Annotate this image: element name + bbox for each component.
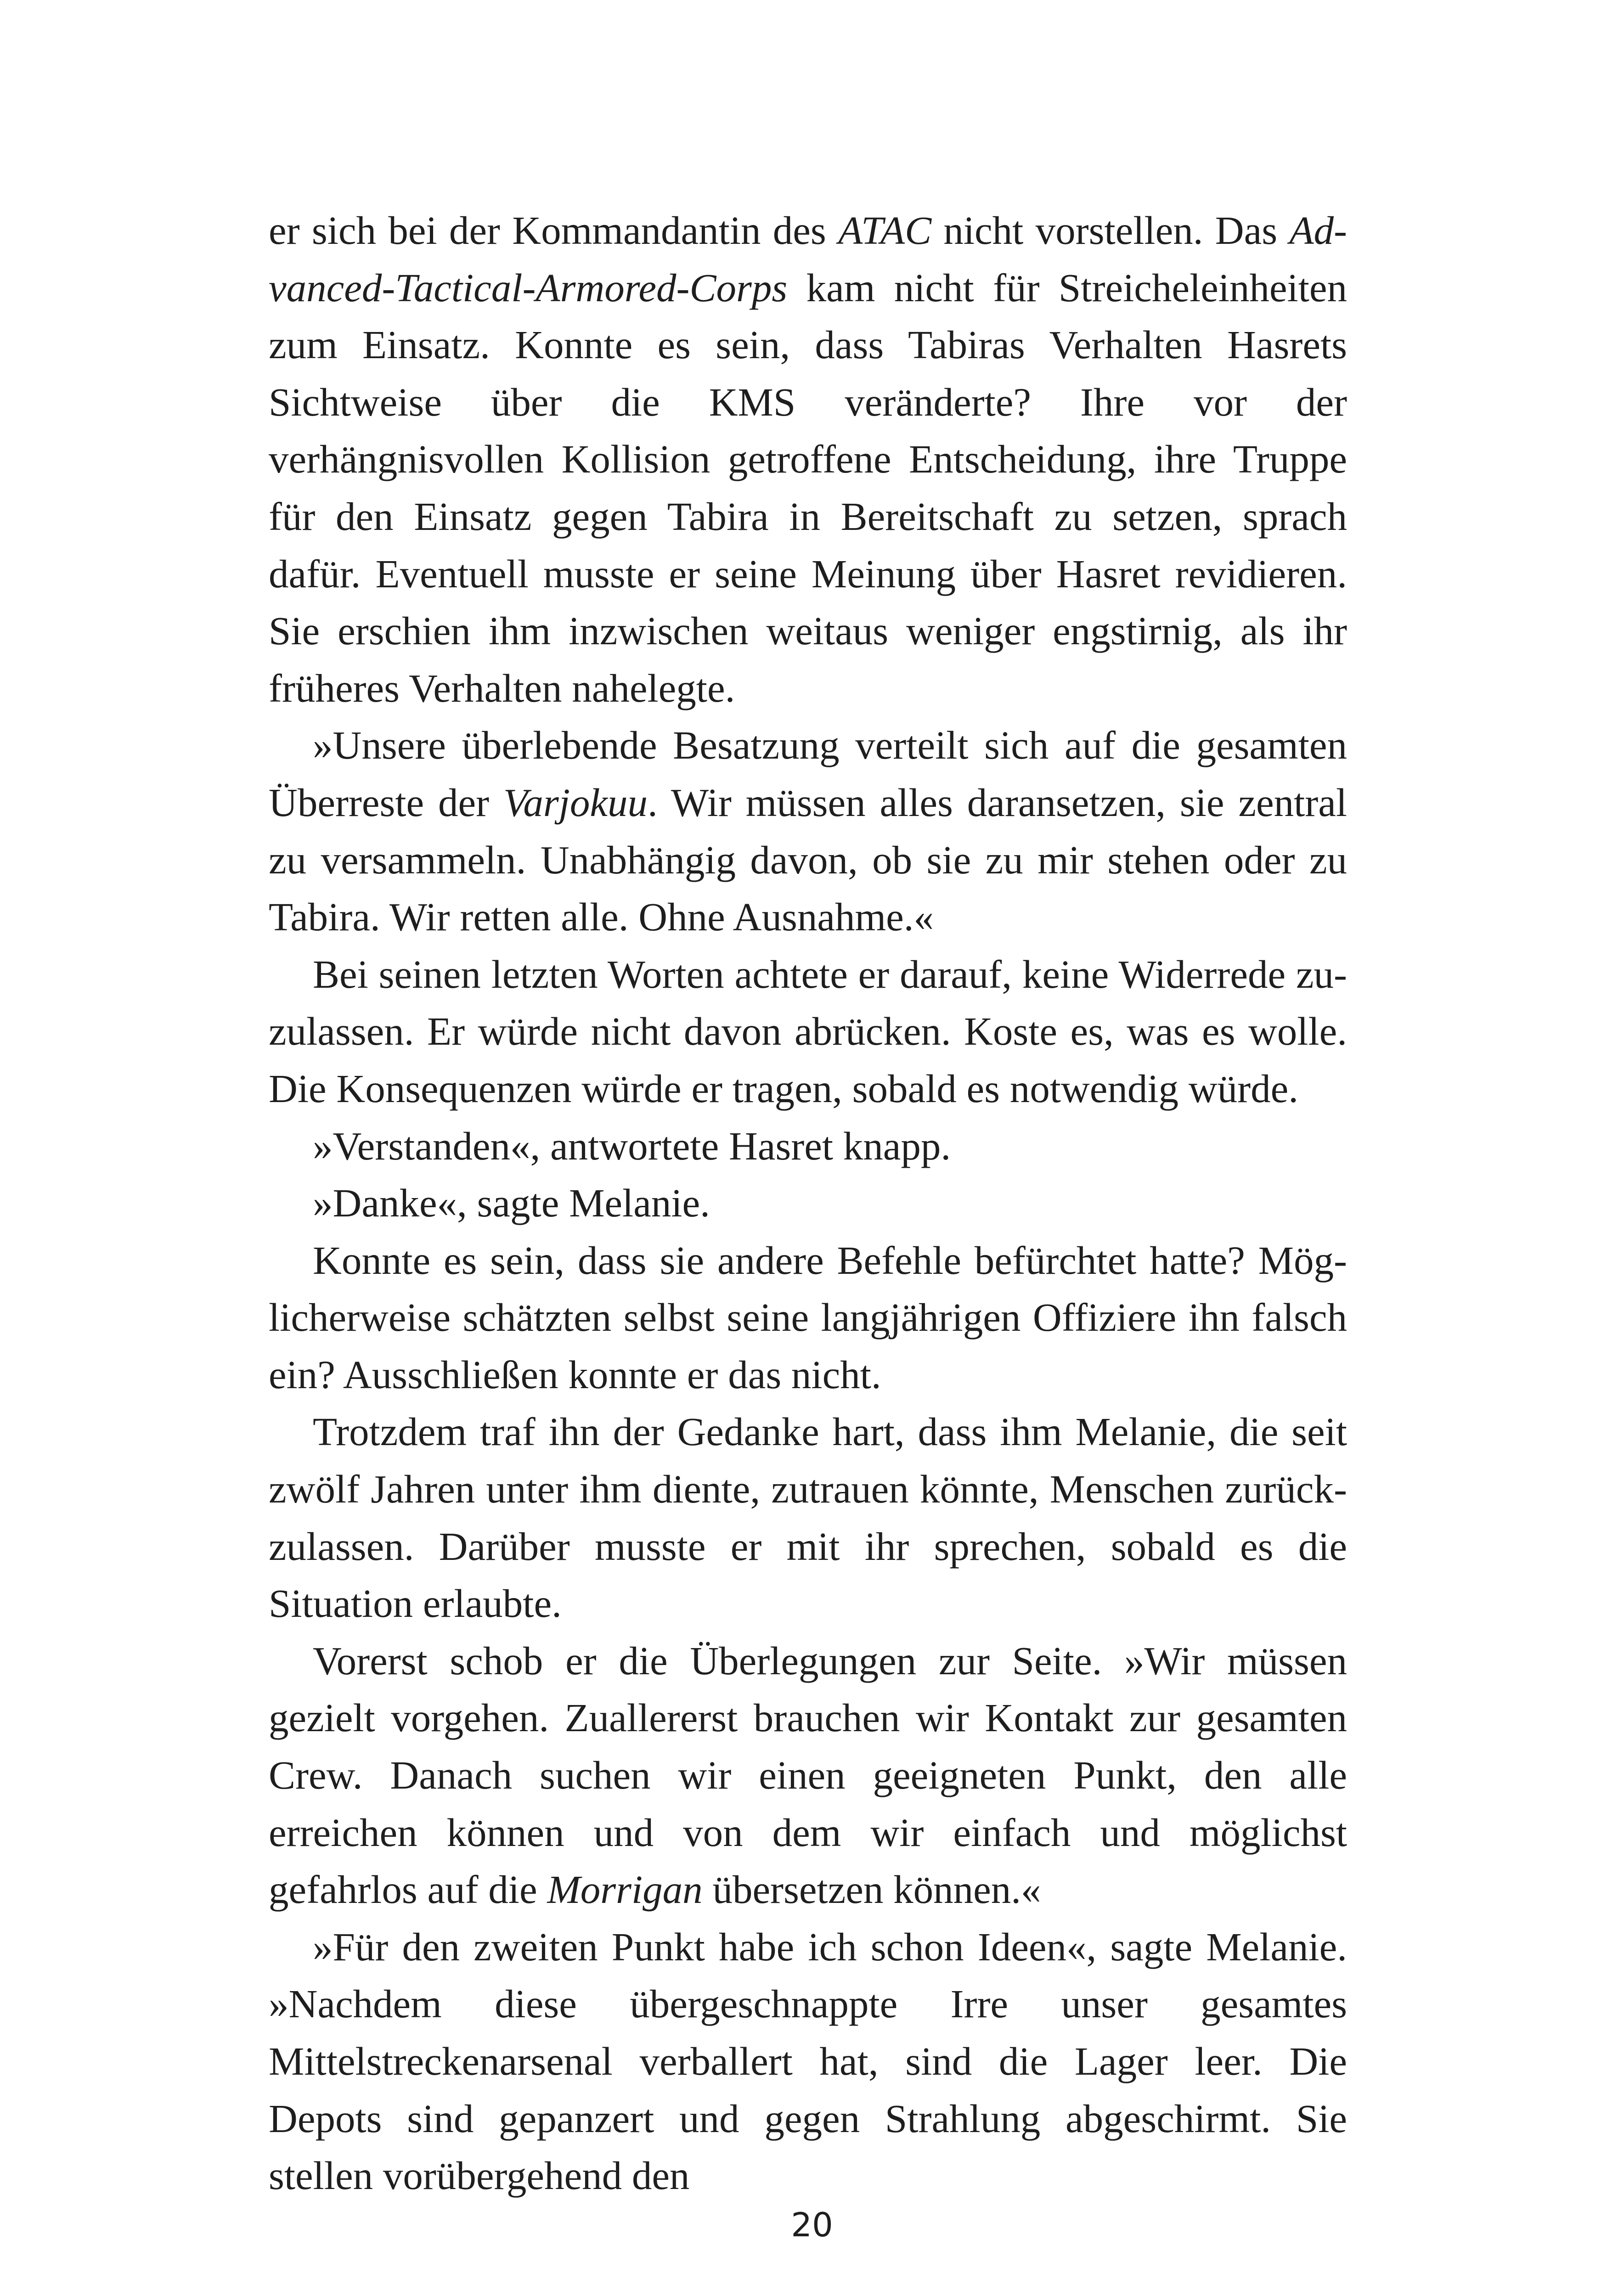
italic-text: Advanced-Tactical-Armored-Corps (269, 208, 1347, 310)
text-run: übersetzen können.« (702, 1867, 1041, 1912)
text-run: »Für den zweiten Punkt habe ich schon Ideen«, sagte Melanie. »Nachdem diese übergeschnappte Irre unser gesamtes Mittelstreckenarsenal verballert hat, sind die Lager leer. Die Depots sind gepanzert und gegen Strahlung abgeschirmt. Sie stellen vorübergehend den (269, 1924, 1347, 2198)
text-run: »Verstanden«, antwortete Hasret knapp. (313, 1123, 951, 1168)
text-run: »Unsere überlebende Besatzung verteilt sich auf die gesamten Überreste der (269, 723, 1347, 825)
text-run: . Wir müssen alles daransetzen, sie zentral zu versammeln. Unabhängig davon, ob sie zu mir stehen oder zu Tabira. Wir retten alle. Ohne Ausnahme.« (269, 780, 1347, 940)
body-text (269, 202, 1347, 2205)
paragraph (269, 1175, 1347, 1232)
paragraph (269, 1118, 1347, 1175)
paragraph (269, 717, 1347, 945)
paragraph (269, 1232, 1347, 1404)
text-run: Trotzdem traf ihn der Gedanke hart, dass ihm Melanie, die seit zwölf Jahren unter ihm diente, zutrauen könnte, Menschen zurückzulassen. Darüber musste er mit ihr sprechen, sobald es die Situation erlaubte. (269, 1409, 1347, 1626)
paragraph (269, 202, 1347, 717)
italic-text: Morrigan (547, 1867, 703, 1912)
text-run: Konnte es sein, dass sie andere Befehle befürchtet hatte? Möglicherweise schätzten selbst seine langjährigen Offiziere ihn falsch ein? Ausschließen konnte er das nicht. (269, 1238, 1347, 1397)
text-run: »Danke«, sagte Melanie. (313, 1181, 710, 1226)
text-run: Vorerst schob er die Überlegungen zur Seite. »Wir müssen gezielt vorgehen. Zuallererst brauchen wir Kontakt zur gesamten Crew. Danach suchen wir einen geeigneten Punkt, den alle erreichen können und von dem wir einfach und möglichst gefahrlos auf die (269, 1638, 1347, 1912)
paragraph (269, 1919, 1347, 2205)
text-run: Bei seinen letzten Worten achtete er darauf, keine Widerrede zuzulassen. Er würde nicht davon abrücken. Koste es, was es wolle. Die Konsequenzen würde er tragen, sobald es notwendig würde. (269, 951, 1347, 1111)
text-run: er sich bei der Kommandantin des (269, 208, 839, 253)
page-number: 20 (791, 2206, 833, 2244)
text-run: nicht vorstellen. Das (931, 208, 1290, 253)
paragraph (269, 1632, 1347, 1919)
paragraph (269, 1403, 1347, 1632)
italic-text: Varjokuu (503, 780, 648, 825)
text-run: kam nicht für Streicheleinheiten zum Einsatz. Konnte es sein, dass Tabiras Verhalten Hasrets Sichtweise über die KMS veränderte? Ihre vor der verhängnisvollen Kollision getroffene Entscheidung, ihre Truppe für den Einsatz gegen Tabira in Bereitschaft zu setzen, sprach dafür. Eventuell musste er seine Meinung über Hasret revidieren. Sie erschien ihm inzwischen weitaus weniger engstirnig, als ihr früheres Verhalten nahelegte. (269, 265, 1347, 710)
italic-text: ATAC (838, 208, 932, 253)
paragraph (269, 946, 1347, 1118)
